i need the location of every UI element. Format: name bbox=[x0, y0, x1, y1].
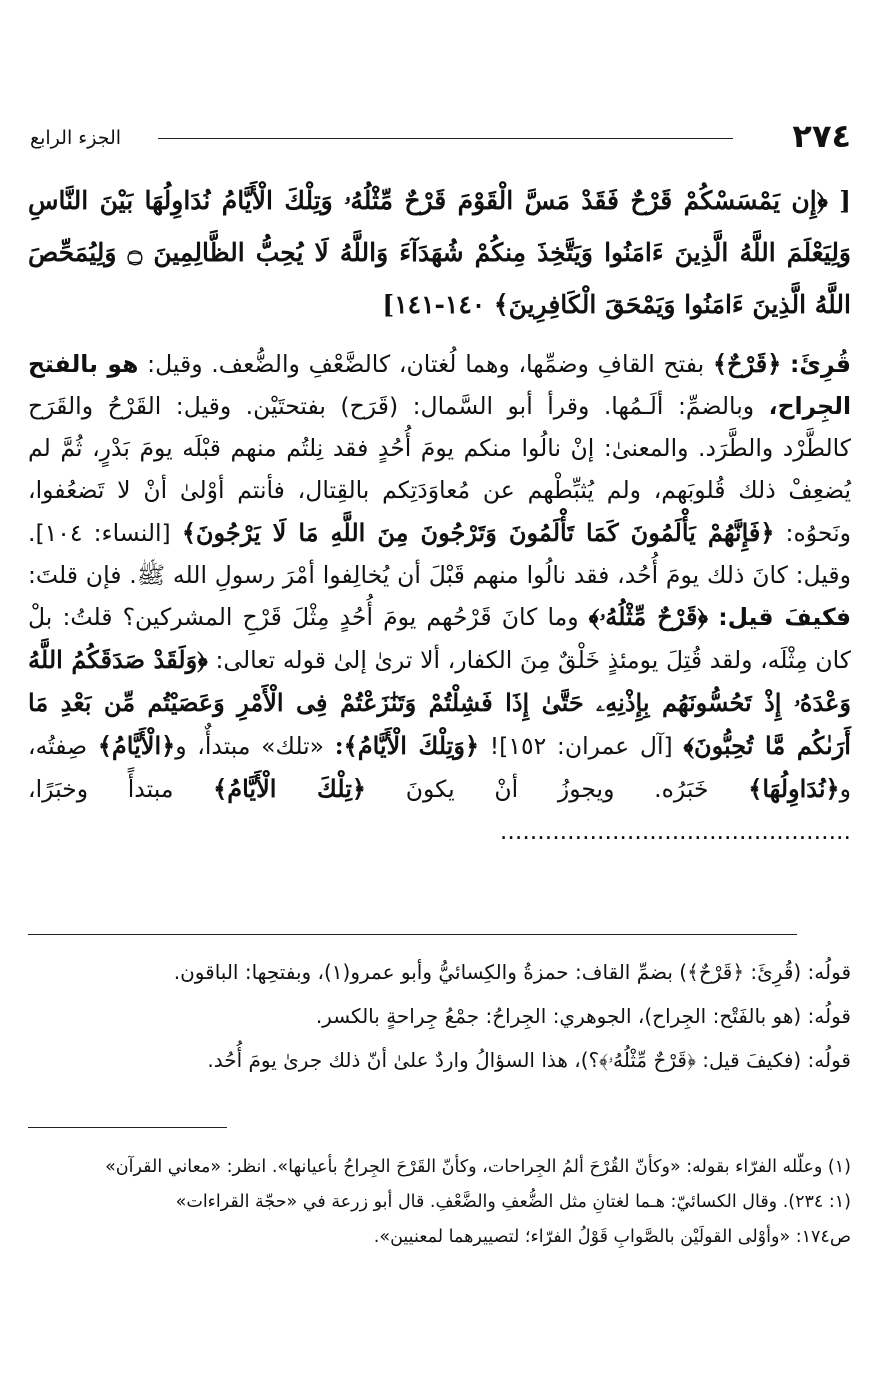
commentary-segment: وما كانَ قَرْحُهم يومَ أُحُدٍ مِثْلَ قَرْحِ المشركين؟ قلتُ: بلْ كان مِثْلَه، ولقد قُتِلَ يومئذٍ خَلْقٌ مِنَ الكفار، ألا ترىٰ إلىٰ قوله تعالى: bbox=[28, 603, 851, 675]
quran-quote: ﴿وَلَقَدْ صَدَقَكُمُ اللَّهُ وَعْدَهُۥ إِذْ تَحُسُّونَهُم بِإِذْنِهِۦ حَتَّىٰ إِذَا فَشِلْتُمْ وَتَنَٰزَعْتُمْ فِى الْأَمْرِ وَعَصَيْتُم مِّن بَعْدِ مَا أَرَىٰكُم مَّا تُحِبُّونَ﴾ bbox=[28, 645, 851, 761]
footnote-line: ص١٧٤: «وأوْلى القولَيْن بالصَّوابِ قَوْلُ الفرّاء؛ لتصييرهما لمعنيين». bbox=[373, 1227, 851, 1247]
notes-divider bbox=[28, 934, 797, 935]
footnotes bbox=[28, 1150, 851, 1255]
quran-quote: ﴿الْأَيَّامُ﴾ bbox=[97, 731, 176, 761]
quran-quote: ﴿نُدَاوِلُهَا﴾ bbox=[748, 774, 840, 804]
note-line: قولُه: (هو بالفَتْح: الجِراح)، الجوهري: الجِراحُ: جمْعُ جِراحةٍ بالكسر. bbox=[315, 1004, 851, 1028]
commentary-segment: «تلك» مبتدأٌ، و bbox=[175, 732, 325, 761]
commentary-emphasis: فكيفَ قيل: bbox=[718, 603, 851, 632]
footnote-line: (١) وعلّله الفرّاء بقوله: «وكأنّ القُرْحَ ألمُ الجِراحات، وكأنّ القَرْحَ الجِراحُ بأعيانها». انظر: «معاني القرآن» bbox=[105, 1157, 851, 1177]
note-line: قولُه: (فكيفَ قيل: ﴿قَرْحٌ مِّثْلُهُۥ﴾؟)، هذا السؤالُ واردٌ علىٰ أنّ ذلك جرىٰ يومَ أُحُد. bbox=[207, 1048, 851, 1072]
note-line: قولُه: (قُرِئَ: ﴿قَرْحٌ﴾) بضمِّ القاف: حمزةُ والكِسائيُّ وأبو عمرو(١)، وبفتحِها: الباقون. bbox=[173, 960, 851, 984]
commentary-segment: مبتدأً وخبَرًا، bbox=[28, 775, 174, 804]
header-rule bbox=[158, 138, 733, 139]
quran-verse: [ ﴿إِن يَمْسَسْكُمْ قَرْحٌ فَقَدْ مَسَّ الْقَوْمَ قَرْحٌ مِّثْلُهُۥ وَتِلْكَ الْأَيَّامُ نُدَاوِلُهَا بَيْنَ النَّاسِ وَلِيَعْلَمَ اللَّهُ الَّذِينَ ءَامَنُوا وَيَتَّخِذَ مِنكُمْ شُهَدَآءَ وَاللَّهُ لَا يُحِبُّ الظَّالِمِينَ ۝ وَلِيُمَحِّصَ اللَّهُ الَّذِينَ ءَامَنُوا وَيَمْحَقَ الْكَافِرِينَ﴾ ١٤٠-١٤١] bbox=[28, 186, 852, 319]
quran-quote: ﴿فَإِنَّهُمْ يَأْلَمُونَ كَمَا تَأْلَمُونَ وَتَرْجُونَ مِنَ اللَّهِ مَا لَا يَرْجُونَ﴾ bbox=[181, 517, 775, 547]
part-title: الجزء الرابع bbox=[30, 127, 122, 149]
commentary-label: قُرِئَ: bbox=[790, 350, 851, 378]
quran-quote: ﴿قَرْحٌ مِّثْلُهُۥ﴾ bbox=[588, 602, 709, 632]
commentary-segment: خَبَرُه. ويجوزُ أنْ يكونَ bbox=[405, 775, 709, 804]
footnotes-divider bbox=[28, 1127, 227, 1128]
commentary-text bbox=[28, 343, 851, 853]
commentary-segment: [النساء: ١٠٤]. وقيل: كانَ ذلك يومَ أُحُد، فقد نالُوا منهم قَبْلَ أن يُخالِفوا أمْرَ رسولِ الله ﷺ. فإن قلتَ: bbox=[28, 518, 851, 589]
quran-quote: ﴿تِلْكَ الْأَيَّامُ﴾ bbox=[213, 774, 366, 804]
commentary-segment: بفتح القافِ وضمِّها، وهما لُغتان، كالضَّعْفِ والضُّعف. وقيل: bbox=[147, 350, 705, 378]
quran-quote: ﴿قَرْحٌ﴾ bbox=[712, 349, 782, 378]
continuation-dots: ............................................... bbox=[499, 816, 851, 845]
commentary-emphasis: هو بالفتح الجِراح، bbox=[28, 350, 851, 420]
commentary-segment: [آل عمران: ١٥٢]! bbox=[489, 732, 673, 761]
page-header bbox=[30, 118, 851, 158]
commentary-notes bbox=[28, 950, 851, 1082]
footnote-line: (١: ٢٣٤). وقال الكسائيّ: هـما لغتانِ مثل الضُّعفِ والضَّعْفِ. قال أبو زرعة في «حجّة القراءات» bbox=[175, 1192, 851, 1212]
commentary-segment: صِفتُه، و bbox=[28, 732, 851, 804]
quran-quote: ﴿وَتِلْكَ الْأَيَّامُ﴾: bbox=[334, 731, 480, 761]
commentary-segment: وبالضمِّ: ألَـمُها. وقرأ أبو السَّمال: (قَرَح) بفتحتَيْن. وقيل: القَرْحُ والقَرَح كالطَّرْد والطَّرَد. والمعنىٰ: إنْ نالُوا منكم يومَ أُحُدٍ فقد نِلتُم منهم قبْلَه يومَ بَدْرٍ، ثُمَّ لم يُضعِفْ ذلك قُلوبَهم، ولم يُثبِّطْهم عن مُعاوَدَتِكم بالقِتال، فأنتم أوْلىٰ أنْ لا تَضعُفوا، ونَحوُه: bbox=[28, 391, 851, 547]
page-number: ٢٧٤ bbox=[792, 117, 851, 155]
